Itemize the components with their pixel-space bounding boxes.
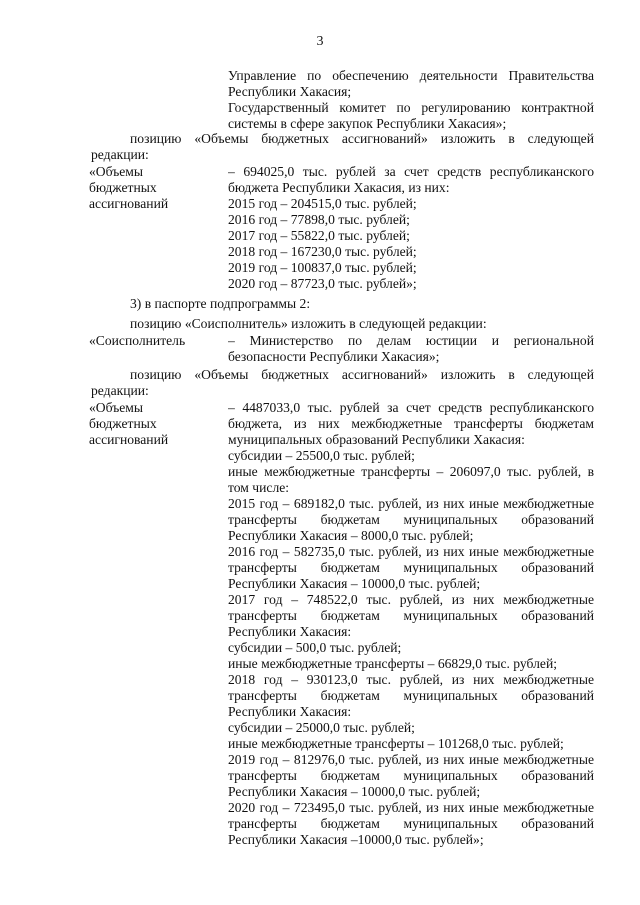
budget-value-line: иные межбюджетные трансферты – 206097,0 тыс. рублей, в	[228, 464, 594, 479]
budget-value-line: 2020 год – 723495,0 тыс. рублей, из них иные межбюджетные	[228, 800, 594, 815]
budget-value-line: трансферты бюджетам муниципальных образований	[228, 688, 594, 703]
page-number: 3	[316, 34, 324, 49]
coexec-value-line: безопасности Республики Хакасия»;	[228, 349, 440, 364]
budget-value-line: трансферты бюджетам муниципальных образований	[228, 512, 594, 527]
budget-value-line: Республики Хакасия – 10000,0 тыс. рублей;	[228, 784, 481, 799]
budget-value-line: Республики Хакасия – 8000,0 тыс. рублей;	[228, 528, 474, 543]
responsible-line: Государственный комитет по регулированию контрактной	[228, 100, 594, 115]
budget-value-line: муниципальных образований Республики Хакасия:	[228, 432, 525, 447]
budget-value-line: трансферты бюджетам муниципальных образований	[228, 608, 594, 623]
budget-value-line: том числе:	[228, 480, 290, 495]
budget-value-line: иные межбюджетные трансферты – 66829,0 тыс. рублей;	[228, 656, 557, 671]
budget-value-line: 2019 год – 812976,0 тыс. рублей, из них иные межбюджетные	[228, 752, 594, 767]
instruction-line: редакции:	[91, 147, 149, 162]
responsible-line: Республики Хакасия;	[228, 84, 352, 99]
budget-value-line: Республики Хакасия:	[228, 624, 352, 639]
budget-value-line: субсидии – 25500,0 тыс. рублей;	[228, 448, 415, 463]
budget-value-line: Республики Хакасия:	[228, 704, 352, 719]
responsible-line: Управление по обеспечению деятельности Правительства	[228, 68, 594, 83]
budget-label-line: ассигнований	[89, 432, 169, 447]
budget-value-line: 2020 год – 87723,0 тыс. рублей»;	[228, 276, 417, 291]
coexec-value-line: – Министерство по делам юстиции и региональной	[228, 333, 594, 348]
coexec-label: «Соисполнитель	[89, 333, 186, 348]
instruction-line: редакции:	[91, 383, 149, 398]
budget-value-line: трансферты бюджетам муниципальных образований	[228, 560, 594, 575]
budget-label-line: ассигнований	[89, 196, 169, 211]
budget-value-line: 2015 год – 689182,0 тыс. рублей, из них иные межбюджетные	[228, 496, 594, 511]
budget-value-line: 2017 год – 748522,0 тыс. рублей, из них межбюджетные	[228, 592, 594, 607]
budget-value-line: бюджета Республики Хакасия, из них:	[228, 180, 450, 195]
budget-value-line: 2016 год – 77898,0 тыс. рублей;	[228, 212, 410, 227]
budget-label-line: «Объемы	[89, 164, 143, 179]
budget-value-line: 2016 год – 582735,0 тыс. рублей, из них иные межбюджетные	[228, 544, 594, 559]
budget-value-line: – 694025,0 тыс. рублей за счет средств республиканского	[228, 164, 594, 179]
budget-value-line: иные межбюджетные трансферты – 101268,0 тыс. рублей;	[228, 736, 564, 751]
responsible-line: системы в сфере закупок Республики Хакасия»;	[228, 116, 507, 131]
budget-value-line: 2018 год – 167230,0 тыс. рублей;	[228, 244, 417, 259]
budget-value-line: бюджета, из них межбюджетные трансферты бюджетам	[228, 416, 594, 431]
budget-value-line: 2019 год – 100837,0 тыс. рублей;	[228, 260, 417, 275]
budget-value-line: субсидии – 25000,0 тыс. рублей;	[228, 720, 415, 735]
budget-label-line: бюджетных	[89, 416, 157, 431]
coexec-instruction: позицию «Соисполнитель» изложить в следующей редакции:	[130, 316, 487, 331]
budget-label-line: бюджетных	[89, 180, 157, 195]
subprogram-heading: 3) в паспорте подпрограммы 2:	[130, 296, 311, 311]
budget-value-line: субсидии – 500,0 тыс. рублей;	[228, 640, 402, 655]
budget-value-line: трансферты бюджетам муниципальных образований	[228, 816, 594, 831]
budget-value-line: Республики Хакасия –10000,0 тыс. рублей»;	[228, 832, 484, 847]
budget-value-line: 2018 год – 930123,0 тыс. рублей, из них межбюджетные	[228, 672, 594, 687]
budget-value-line: Республики Хакасия – 10000,0 тыс. рублей;	[228, 576, 481, 591]
budget-value-line: 2017 год – 55822,0 тыс. рублей;	[228, 228, 410, 243]
budget-value-line: – 4487033,0 тыс. рублей за счет средств республиканского	[228, 400, 594, 415]
budget-label-line: «Объемы	[89, 400, 143, 415]
budget-value-line: 2015 год – 204515,0 тыс. рублей;	[228, 196, 417, 211]
budget-value-line: трансферты бюджетам муниципальных образований	[228, 768, 594, 783]
instruction-line: позицию «Объемы бюджетных ассигнований» изложить в следующей	[130, 367, 594, 382]
instruction-line: позицию «Объемы бюджетных ассигнований» изложить в следующей	[130, 131, 594, 146]
